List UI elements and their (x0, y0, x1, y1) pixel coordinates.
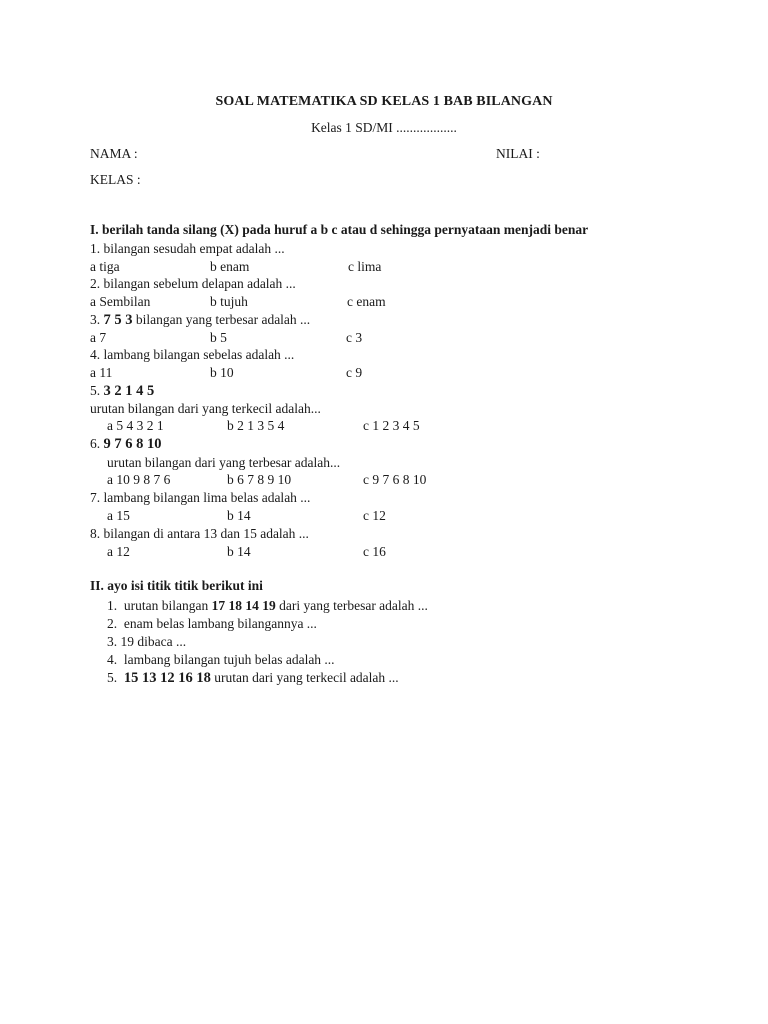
q4-option-a: a 11 (90, 365, 113, 380)
q5-prefix: 5. (90, 383, 104, 398)
q3-option-c: c 3 (346, 330, 363, 345)
question-8: 8. bilangan di antara 13 dan 15 adalah ... (90, 526, 309, 541)
page-subtitle: Kelas 1 SD/MI .................. (311, 120, 457, 135)
q1-option-c: c lima (348, 259, 382, 274)
fill-item-text-end: urutan dari yang terkecil adalah ... (210, 670, 399, 685)
q8-option-a: a 12 (107, 544, 130, 559)
kelas-label: KELAS : (90, 172, 141, 187)
q5-option-b: b 2 1 3 5 4 (227, 418, 285, 433)
q8-option-c: c 16 (363, 544, 386, 559)
question-2: 2. bilangan sebelum delapan adalah ... (90, 276, 296, 291)
fill-item-number: 1. (107, 598, 118, 613)
fill-item-3 (107, 634, 186, 650)
q3-text: bilangan yang terbesar adalah ... (132, 312, 311, 327)
q6-numbers: 9 7 6 8 10 (103, 436, 162, 452)
q8-option-b: b 14 (227, 544, 251, 559)
q6-option-a: a 10 9 8 7 6 (107, 472, 171, 487)
q5-option-a: a 5 4 3 2 1 (107, 418, 164, 433)
q4-option-c: c 9 (346, 365, 363, 380)
fill-item-numbers: 17 18 14 19 (211, 598, 276, 613)
q5-option-c: c 1 2 3 4 5 (363, 418, 420, 433)
q2-option-a: a Sembilan (90, 294, 151, 309)
q2-option-c: c enam (347, 294, 386, 309)
fill-item-text: urutan bilangan (123, 598, 212, 613)
question-4: 4. lambang bilangan sebelas adalah ... (90, 347, 295, 362)
nilai-label: NILAI : (496, 146, 540, 161)
fill-item-number: 2. (107, 616, 118, 631)
page-title: SOAL MATEMATIKA SD KELAS 1 BAB BILANGAN (215, 94, 553, 109)
q1-option-b: b enam (210, 259, 250, 274)
question-6 (90, 436, 162, 452)
q6-prefix: 6. (90, 436, 104, 451)
q6-option-c: c 9 7 6 8 10 (363, 472, 427, 487)
q3-option-a: a 7 (90, 330, 107, 345)
fill-item-number: 5. (107, 670, 118, 685)
q7-option-b: b 14 (227, 508, 251, 523)
fill-item-text: 19 dibaca ... (120, 634, 187, 649)
q1-option-a: a tiga (90, 259, 120, 274)
question-1: 1. bilangan sesudah empat adalah ... (90, 241, 285, 256)
fill-item-1 (107, 598, 428, 614)
fill-item-text: lambang bilangan tujuh belas adalah ... (123, 652, 335, 667)
q3-numbers: 7 5 3 (103, 312, 133, 328)
fill-item-5 (107, 670, 399, 686)
q7-option-a: a 15 (107, 508, 130, 523)
q5-numbers: 3 2 1 4 5 (103, 383, 155, 399)
fill-item-4 (107, 652, 335, 668)
nama-label: NAMA : (90, 146, 138, 161)
q4-option-b: b 10 (210, 365, 234, 380)
q3-option-b: b 5 (210, 330, 227, 345)
q7-option-c: c 12 (363, 508, 386, 523)
q6-option-b: b 6 7 8 9 10 (227, 472, 292, 487)
fill-item-text: enam belas lambang bilangannya ... (123, 616, 317, 631)
fill-item-numbers: 15 13 12 16 18 (123, 670, 211, 686)
fill-item-number: 4. (107, 652, 118, 667)
fill-item-2 (107, 616, 317, 632)
section-2-heading: II. ayo isi titik titik berikut ini (90, 578, 263, 593)
question-3 (90, 312, 310, 328)
question-7: 7. lambang bilangan lima belas adalah ... (90, 490, 311, 505)
question-5 (90, 383, 154, 399)
q5-text: urutan bilangan dari yang terkecil adalah... (90, 401, 321, 416)
q6-text: urutan bilangan dari yang terbesar adalah... (107, 455, 341, 470)
section-1-heading: I. berilah tanda silang (X) pada huruf a b c atau d sehingga pernyataan menjadi benar (90, 222, 589, 237)
fill-item-number: 3. (107, 634, 118, 649)
q3-prefix: 3. (90, 312, 104, 327)
q2-option-b: b tujuh (210, 294, 248, 309)
fill-item-text-end: dari yang terbesar adalah ... (275, 598, 428, 613)
